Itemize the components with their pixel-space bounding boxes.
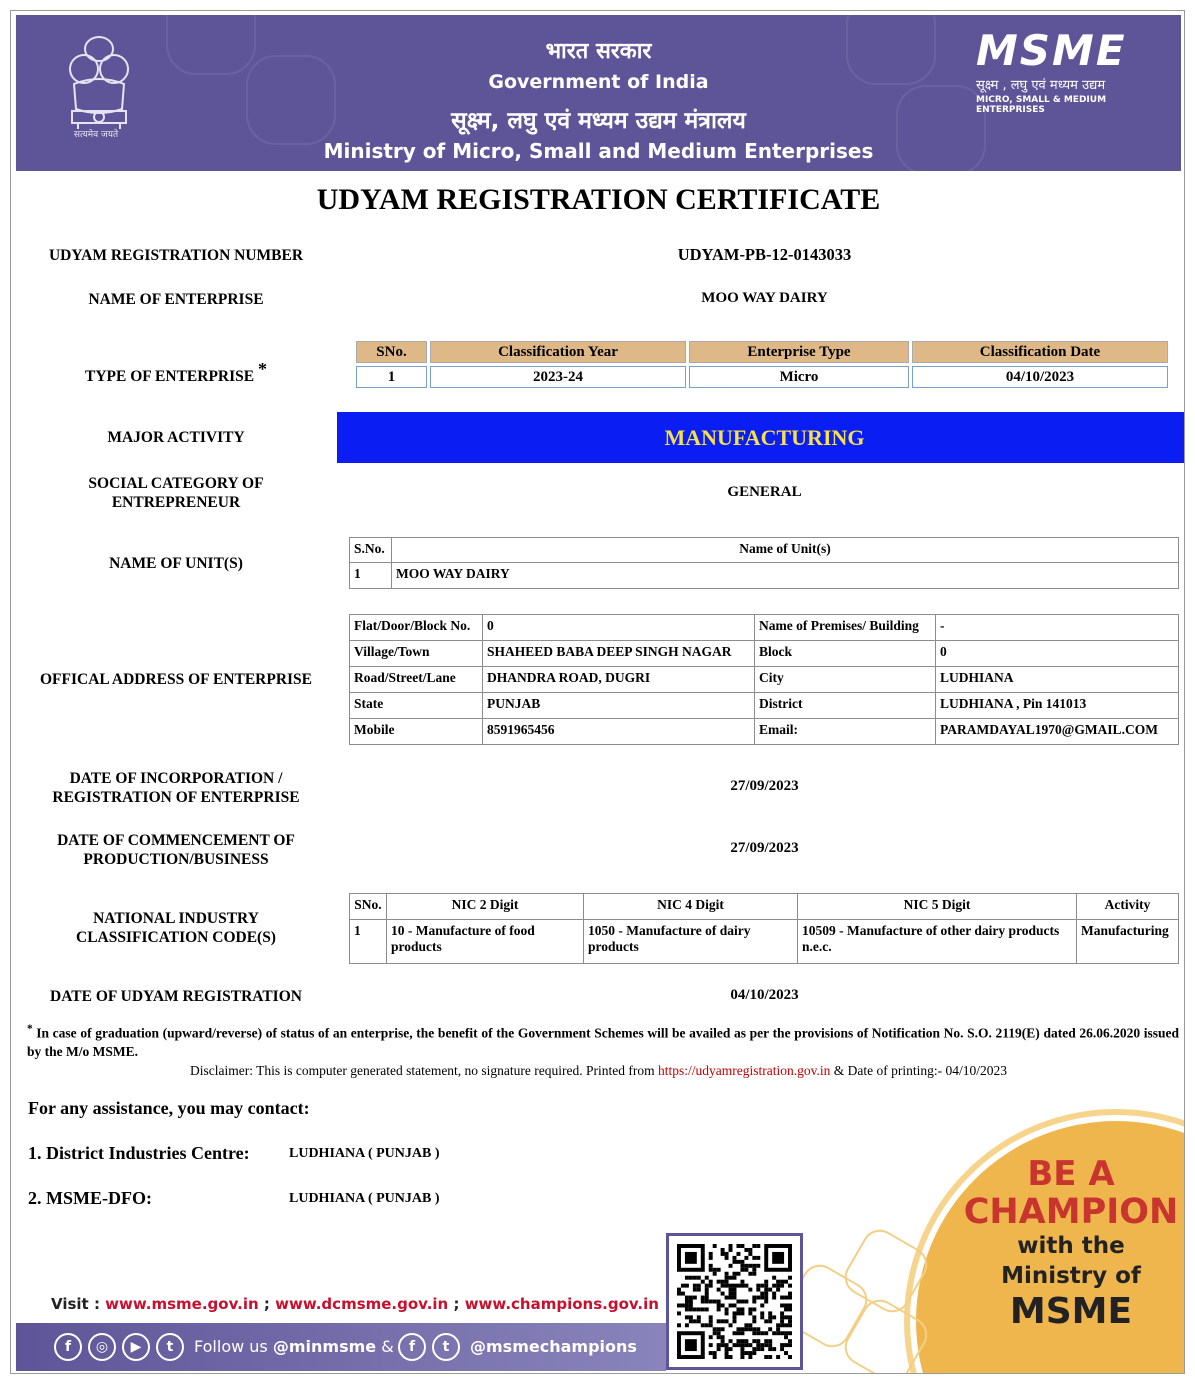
commencement-date: 27/09/2023 — [730, 840, 799, 856]
cell-date: 04/10/2023 — [912, 366, 1168, 388]
disclaimer-suffix: & Date of printing:- 04/10/2023 — [830, 1063, 1007, 1078]
table-row — [350, 641, 1179, 667]
address-table — [349, 614, 1179, 745]
reg-no-label: UDYAM REGISTRATION NUMBER — [48, 247, 304, 264]
address-field-value: LUDHIANA — [936, 667, 1179, 693]
cell-year: 2023-24 — [430, 366, 686, 388]
table-row — [356, 366, 1168, 388]
header-hindi-govt: भारत सरकार — [545, 39, 652, 64]
nic-label-line1: NATIONAL INDUSTRY — [93, 910, 259, 927]
col-enterprise-type: Enterprise Type — [689, 341, 909, 363]
instagram-icon[interactable]: ◎ — [88, 1333, 116, 1361]
separator: ; — [448, 1295, 465, 1313]
champion-line1: BE A — [1027, 1154, 1115, 1194]
incorporation-date: 27/09/2023 — [730, 778, 799, 794]
col-classification-date: Classification Date — [912, 341, 1168, 363]
dic-value: LUDHIANA ( PUNJAB ) — [289, 1146, 440, 1161]
col-sno: SNo. — [350, 894, 387, 920]
handle-minmsme[interactable]: @minmsme — [272, 1337, 377, 1356]
commencement-label-line2: PRODUCTION/BUSINESS — [83, 851, 269, 868]
champions-site-link[interactable]: www.champions.gov.in — [464, 1295, 659, 1313]
header-ministry: Ministry of Micro, Small and Medium Enterprises — [323, 139, 874, 163]
visit-label: Visit : — [51, 1295, 106, 1313]
table-row — [350, 667, 1179, 693]
col-nic5: NIC 5 Digit — [798, 894, 1077, 920]
facebook-icon[interactable]: f — [398, 1333, 426, 1361]
incorporation-label-line2: REGISTRATION OF ENTERPRISE — [52, 789, 300, 806]
msme-logo — [976, 26, 1156, 115]
col-nic4: NIC 4 Digit — [584, 894, 798, 920]
enterprise-type-label — [21, 360, 331, 386]
address-field-value: PUNJAB — [483, 693, 755, 719]
classification-table — [353, 338, 1171, 391]
type-footnote-star: * — [257, 359, 267, 379]
address-field-label: City — [755, 667, 936, 693]
address-field-label: Email: — [755, 719, 936, 745]
social-category-label-line1: SOCIAL CATEGORY OF — [88, 475, 264, 492]
nic-label — [21, 909, 331, 947]
cell-nic5: 10509 - Manufacture of other dairy products n.e.c. — [798, 920, 1077, 964]
footnote-star: * — [27, 1023, 33, 1035]
address-field-value: - — [936, 615, 1179, 641]
disclaimer — [11, 1063, 1185, 1079]
twitter-icon[interactable]: t — [156, 1333, 184, 1361]
incorporation-label — [21, 769, 331, 807]
disclaimer-prefix: Disclaimer: This is computer generated statement, no signature required. Printed from — [190, 1063, 659, 1078]
follow-text-1 — [194, 1337, 394, 1356]
msme-logo-hindi: सूक्ष्म , लघु एवं मध्यम उद्यम — [976, 78, 1106, 93]
header-banner — [16, 15, 1181, 171]
address-field-label: Block — [755, 641, 936, 667]
col-sno: SNo. — [356, 341, 427, 363]
address-field-value: 8591965456 — [483, 719, 755, 745]
cell-sno: 1 — [356, 366, 427, 388]
address-field-label: Name of Premises/ Building — [755, 615, 936, 641]
certificate — [10, 10, 1185, 1374]
address-field-value: SHAHEED BABA DEEP SINGH NAGAR — [483, 641, 755, 667]
cell-activity: Manufacturing — [1077, 920, 1179, 964]
units-label: NAME OF UNIT(S) — [109, 555, 243, 572]
address-field-label: District — [755, 693, 936, 719]
units-table — [349, 537, 1179, 589]
emblem-caption: सत्यमेव जयते — [73, 130, 119, 140]
cell-type: Micro — [689, 366, 909, 388]
enterprise-name-label: NAME OF ENTERPRISE — [88, 291, 264, 308]
facebook-icon[interactable]: f — [54, 1333, 82, 1361]
udyam-date-label: DATE OF UDYAM REGISTRATION — [50, 988, 302, 1005]
separator: ; — [258, 1295, 276, 1313]
address-field-value: 0 — [483, 615, 755, 641]
qr-code — [666, 1233, 803, 1370]
col-nic2: NIC 2 Digit — [387, 894, 584, 920]
header-hindi-ministry: सूक्ष्म, लघु एवं मध्यम उद्यम मंत्रालय — [451, 108, 746, 134]
footnote — [27, 1020, 1179, 1061]
header-govt: Government of India — [488, 71, 709, 93]
incorporation-label-line1: DATE OF INCORPORATION / — [69, 770, 283, 787]
msme-logo-sub: MICRO, SMALL & MEDIUM ENTERPRISES — [976, 95, 1107, 115]
cell-sno: 1 — [350, 920, 387, 964]
follow-prefix: Follow us — [194, 1337, 273, 1356]
address-field-label: State — [350, 693, 483, 719]
youtube-icon[interactable]: ▶ — [122, 1333, 150, 1361]
address-field-value: DHANDRA ROAD, DUGRI — [483, 667, 755, 693]
address-field-label: Flat/Door/Block No. — [350, 615, 483, 641]
table-row — [350, 920, 1179, 964]
cell-nic4: 1050 - Manufacture of dairy products — [584, 920, 798, 964]
address-field-value: 0 — [936, 641, 1179, 667]
address-field-label: Mobile — [350, 719, 483, 745]
address-label: OFFICAL ADDRESS OF ENTERPRISE — [39, 671, 313, 688]
amp: & — [376, 1337, 394, 1356]
assistance-heading: For any assistance, you may contact: — [28, 1098, 310, 1118]
address-field-value: PARAMDAYAL1970@GMAIL.COM — [936, 719, 1179, 745]
table-row — [350, 563, 1179, 589]
msme-logo-text: MSME — [976, 26, 1127, 75]
champion-line3: with the — [1017, 1233, 1125, 1259]
twitter-icon[interactable]: t — [432, 1333, 460, 1361]
nic-table — [349, 893, 1179, 964]
social-category-label-line2: ENTREPRENEUR — [111, 494, 241, 511]
major-activity-value: MANUFACTURING — [337, 412, 1185, 463]
social-category-label — [21, 474, 331, 512]
col-activity: Activity — [1077, 894, 1179, 920]
follow-text-2 — [470, 1337, 637, 1356]
udyam-date-value: 04/10/2023 — [730, 987, 799, 1003]
dcmsme-site-link[interactable]: www.dcmsme.gov.in — [275, 1295, 449, 1313]
champion-line4: Ministry of — [1001, 1263, 1141, 1289]
cell-sno: 1 — [350, 563, 392, 589]
nic-label-line2: CLASSIFICATION CODE(S) — [76, 929, 276, 946]
address-field-label: Road/Street/Lane — [350, 667, 483, 693]
col-unit-name: Name of Unit(s) — [392, 538, 1179, 563]
table-row — [350, 719, 1179, 745]
follow-bar — [16, 1323, 666, 1371]
cell-nic2: 10 - Manufacture of food products — [387, 920, 584, 964]
footnote-text: In case of graduation (upward/reverse) of status of an enterprise, the benefit of the Government Schemes will be availed as per the provisions of Notification No. S.O. 2119(E) dated 26.06.2020 issued by the M/o MSME. — [27, 1025, 1180, 1059]
enterprise-type-label-text: TYPE OF ENTERPRISE — [85, 368, 255, 386]
champion-line5: MSME — [1009, 1291, 1133, 1332]
visit-links — [51, 1295, 659, 1313]
commencement-label-line1: DATE OF COMMENCEMENT OF — [57, 832, 295, 849]
enterprise-name-value: MOO WAY DAIRY — [701, 290, 828, 306]
dfo-value: LUDHIANA ( PUNJAB ) — [289, 1191, 440, 1206]
msme-site-link[interactable]: www.msme.gov.in — [105, 1295, 259, 1313]
address-field-value: LUDHIANA , Pin 141013 — [936, 693, 1179, 719]
dfo-label: 2. MSME-DFO: — [28, 1188, 152, 1208]
commencement-label — [21, 831, 331, 869]
handle-msmechampions[interactable]: @msmechampions — [470, 1337, 637, 1356]
address-field-label: Village/Town — [350, 641, 483, 667]
col-classification-year: Classification Year — [430, 341, 686, 363]
cell-unit-name: MOO WAY DAIRY — [392, 563, 1179, 589]
social-category-value: GENERAL — [727, 484, 802, 500]
table-row — [350, 693, 1179, 719]
qr-code-icon — [677, 1244, 792, 1359]
col-sno: S.No. — [350, 538, 392, 563]
dic-label: 1. District Industries Centre: — [28, 1143, 250, 1163]
reg-no-value: UDYAM-PB-12-0143033 — [677, 245, 852, 264]
major-activity-label: MAJOR ACTIVITY — [107, 429, 245, 446]
certificate-title: UDYAM REGISTRATION CERTIFICATE — [316, 183, 881, 216]
table-row — [350, 615, 1179, 641]
udyam-portal-link[interactable]: https://udyamregistration.gov.in — [658, 1063, 831, 1078]
champion-line2: CHAMPION — [963, 1192, 1179, 1232]
